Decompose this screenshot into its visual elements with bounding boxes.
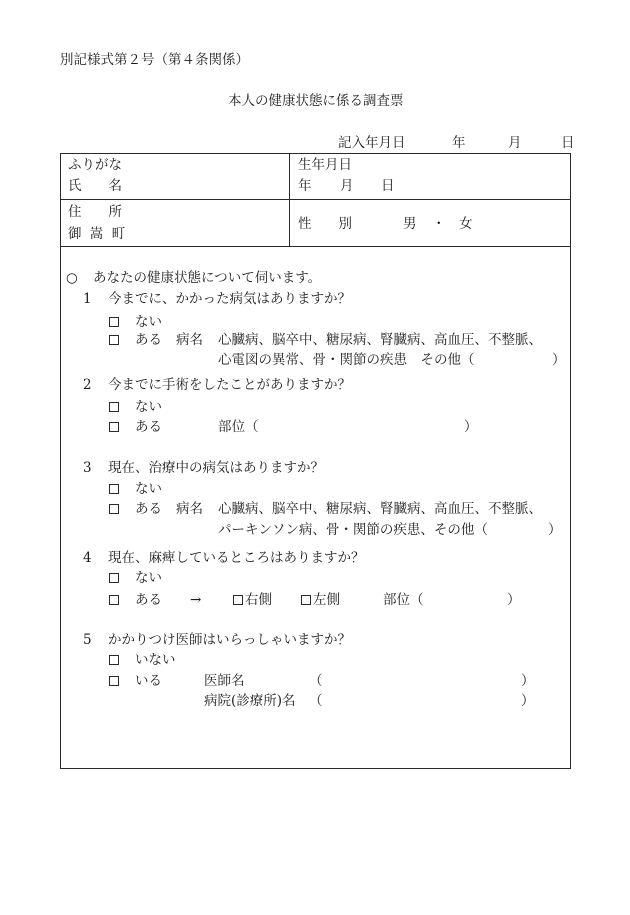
question-4-left-side-checkbox[interactable] bbox=[301, 595, 311, 605]
hospital-name-open-paren: （ bbox=[309, 693, 323, 709]
question-1-yes-checkbox[interactable] bbox=[109, 335, 119, 345]
question-2-number: 2 bbox=[83, 377, 92, 393]
question-3-no-label: ない bbox=[135, 481, 162, 497]
question-4-close-paren: ） bbox=[507, 592, 521, 608]
question-2-site-label: 部位（ bbox=[218, 419, 259, 435]
question-2-no-checkbox[interactable] bbox=[109, 402, 119, 412]
question-4-yes-label: ある bbox=[135, 592, 162, 608]
question-5-yes-checkbox[interactable] bbox=[109, 676, 119, 686]
question-5-no-checkbox[interactable] bbox=[109, 655, 119, 665]
question-3-no-checkbox[interactable] bbox=[109, 484, 119, 494]
hospital-name-close-paren: ） bbox=[521, 693, 535, 709]
question-1-disease-label: 病名 bbox=[176, 332, 203, 348]
entry-date-label: 記入年月日 bbox=[338, 135, 406, 151]
address-label: 住 所 bbox=[68, 204, 122, 220]
question-4-yes-checkbox[interactable] bbox=[109, 595, 119, 605]
question-2-no-label: ない bbox=[135, 399, 162, 415]
question-3-disease-line-1: 心臓病、脳卒中、糖尿病、腎臓病、高血圧、不整脈、 bbox=[218, 501, 542, 517]
arrow-right-icon: → bbox=[190, 592, 202, 608]
question-4-left-side-label: 左側 bbox=[313, 592, 340, 608]
question-4-number: 4 bbox=[83, 550, 92, 566]
row-divider-1 bbox=[60, 199, 571, 200]
birth-day: 日 bbox=[381, 178, 395, 194]
name-label: 氏 名 bbox=[68, 178, 122, 194]
question-3-text: 現在、治療中の病気はありますか？ bbox=[108, 460, 324, 476]
gender-separator: ・ bbox=[432, 216, 446, 232]
row-divider-2 bbox=[60, 246, 571, 247]
question-2-close-paren: ） bbox=[464, 419, 478, 435]
question-2-yes-checkbox[interactable] bbox=[109, 422, 119, 432]
entry-date-month: 月 bbox=[508, 135, 522, 151]
question-4-site-label: 部位（ bbox=[383, 592, 424, 608]
question-5-number: 5 bbox=[83, 632, 92, 648]
birth-year: 年 bbox=[298, 178, 312, 194]
question-4-right-side-checkbox[interactable] bbox=[233, 595, 243, 605]
question-5-no-label: いない bbox=[135, 652, 176, 668]
question-1-yes-label: ある bbox=[135, 332, 162, 348]
question-1-no-label: ない bbox=[135, 314, 162, 330]
address-town: 御 嵩 町 bbox=[68, 226, 128, 242]
question-1-disease-line-1: 心臓病、脳卒中、糖尿病、腎臓病、高血圧、不整脈、 bbox=[218, 332, 542, 348]
question-4-no-checkbox[interactable] bbox=[109, 573, 119, 583]
question-5-text: かかりつけ医師はいらっしゃいますか？ bbox=[108, 632, 351, 648]
form-number: 別記様式第２号（第４条関係） bbox=[60, 52, 249, 68]
entry-date-day: 日 bbox=[561, 135, 575, 151]
birth-date-label: 生年月日 bbox=[298, 157, 352, 173]
question-3-disease-label: 病名 bbox=[176, 501, 203, 517]
doctor-name-close-paren: ） bbox=[521, 673, 535, 689]
question-2-yes-label: ある bbox=[135, 419, 162, 435]
question-3-close-paren: ） bbox=[548, 522, 562, 538]
question-4-right-side-label: 右側 bbox=[245, 592, 272, 608]
doctor-name-label: 医師名 bbox=[204, 673, 245, 689]
question-3-yes-label: ある bbox=[135, 501, 162, 517]
question-1-no-checkbox[interactable] bbox=[109, 317, 119, 327]
gender-label: 性 別 bbox=[298, 216, 352, 232]
doctor-name-open-paren: （ bbox=[309, 673, 323, 689]
question-4-text: 現在、麻痺しているところはありますか？ bbox=[108, 550, 365, 566]
question-1-disease-line-2: 心電図の異常、骨・関節の疾患 その他（ bbox=[218, 352, 475, 368]
question-1-close-paren: ） bbox=[552, 352, 566, 368]
furigana-label: ふりがな bbox=[68, 157, 122, 173]
hospital-name-label: 病院(診療所)名 bbox=[204, 693, 296, 709]
gender-female[interactable]: 女 bbox=[459, 216, 473, 232]
column-divider bbox=[289, 153, 290, 246]
question-3-number: 3 bbox=[83, 460, 92, 476]
gender-male[interactable]: 男 bbox=[403, 216, 417, 232]
question-4-no-label: ない bbox=[135, 570, 162, 586]
question-2-text: 今までに手術をしたことがありますか？ bbox=[108, 377, 351, 393]
intro-mark: ○ bbox=[66, 270, 78, 286]
question-1-text: 今までに、かかった病気はありますか？ bbox=[108, 291, 351, 307]
intro-text: あなたの健康状態について伺います。 bbox=[93, 270, 322, 286]
page-title: 本人の健康状態に係る調査票 bbox=[228, 93, 404, 109]
question-5-yes-label: いる bbox=[135, 673, 162, 689]
question-3-disease-line-2: パーキンソン病、骨・関節の疾患、その他（ bbox=[218, 522, 488, 538]
question-3-yes-checkbox[interactable] bbox=[109, 504, 119, 514]
birth-month: 月 bbox=[340, 178, 354, 194]
entry-date-year: 年 bbox=[452, 135, 466, 151]
question-1-number: 1 bbox=[83, 291, 92, 307]
